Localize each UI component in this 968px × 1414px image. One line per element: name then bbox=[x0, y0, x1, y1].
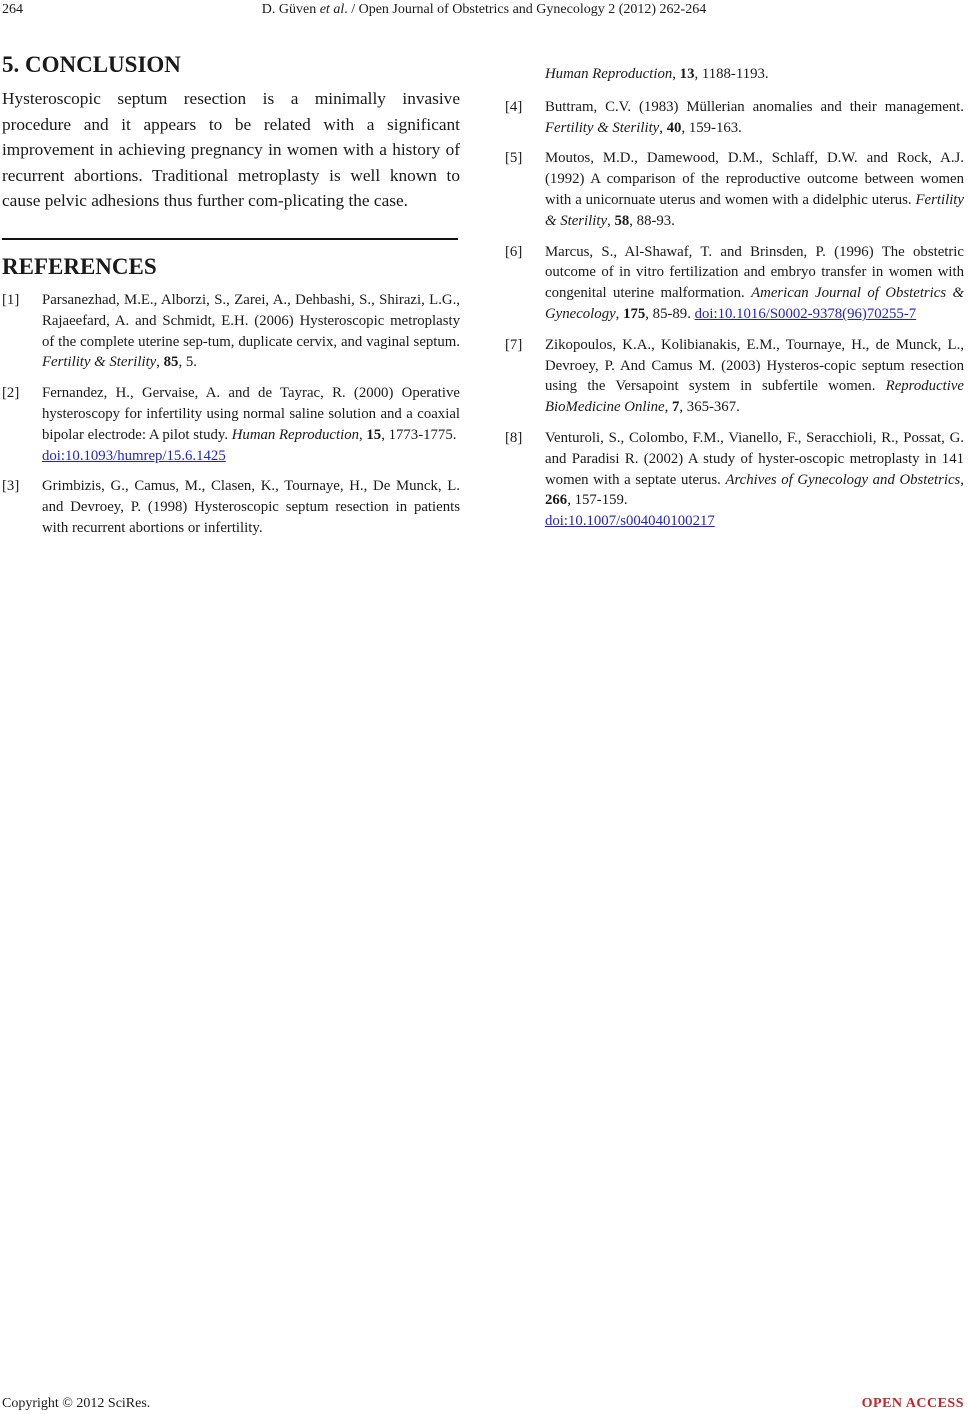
reference-pages: , 5. bbox=[178, 354, 197, 371]
reference-journal: Archives of Gynecology and Obstetrics bbox=[725, 471, 961, 488]
reference-separator: , bbox=[960, 471, 964, 488]
reference-body bbox=[42, 290, 460, 373]
conclusion-text: Hysteroscopic septum resection is a minimally invasive procedure and it appears to be related with a significant improvement in achieving pregnancy in women with a history of recurrent abortions. Traditional metroplasty is well known to cause pelvic adhesions thus further com-plicating the case. bbox=[2, 89, 460, 211]
reference-text: Venturoli, S., Colombo, F.M., Vianello, F., Seracchioli, R., Possat, G. and Paradisi R. (2002) A study of hyster-oscopic metroplasty in 141 women with a septate uterus. bbox=[545, 429, 964, 488]
left-column bbox=[2, 50, 460, 549]
reference-text: Parsanezhad, M.E., Alborzi, S., Zarei, A., Dehbashi, S., Shirazi, L.G., Rajaeefard, A. and Schmidt, E.H. (2006) Hysteroscopic metroplasty of the complete uterine sep-tum, duplicate cervix, and vaginal septum. bbox=[42, 291, 460, 350]
reference-journal: American Journal of Obstetrics & Gynecology bbox=[545, 285, 965, 322]
right-column bbox=[505, 56, 964, 542]
running-head-journal: . / Open Journal of Obstetrics and Gynecology 2 (2012) 262-264 bbox=[344, 2, 707, 17]
reference-number: [2] bbox=[2, 385, 20, 402]
reference-number: [1] bbox=[2, 291, 20, 308]
reference-separator: , bbox=[156, 354, 164, 371]
reference-text: Buttram, C.V. (1983) Müllerian anomalies and their management. bbox=[545, 98, 964, 115]
reference-separator: , bbox=[615, 305, 624, 322]
reference-pages: , 85-89. bbox=[645, 305, 695, 322]
reference-journal: Reproductive BioMedicine Online bbox=[545, 378, 964, 416]
reference-number: [5] bbox=[505, 150, 523, 167]
reference-item bbox=[505, 242, 964, 325]
reference-pages: , 1773-1775. bbox=[381, 426, 457, 443]
copyright-notice: Copyright © 2012 SciRes. bbox=[2, 1396, 151, 1411]
reference-volume: 58 bbox=[614, 212, 630, 229]
reference-volume: 85 bbox=[163, 354, 179, 371]
section-divider bbox=[2, 238, 458, 240]
open-access-badge[interactable]: OPEN ACCESS bbox=[861, 1396, 964, 1411]
reference-journal: Fertility & Sterility bbox=[545, 191, 964, 229]
reference-body bbox=[545, 148, 964, 231]
reference-number: [6] bbox=[505, 243, 523, 260]
page-number: 264 bbox=[2, 2, 23, 17]
reference-number: [8] bbox=[505, 429, 523, 446]
reference-text: Moutos, M.D., Damewood, D.M., Schlaff, D.W. and Rock, A.J. (1992) A comparison of the reproductive outcome between women with a unicornuate uterus and women with a didelphic uterus. bbox=[545, 150, 964, 208]
reference-volume: 175 bbox=[623, 305, 646, 322]
reference-volume: 266 bbox=[545, 492, 568, 509]
reference-item bbox=[2, 476, 460, 538]
reference-volume: 15 bbox=[366, 426, 382, 443]
reference-text: Zikopoulos, K.A., Kolibianakis, E.M., Tournaye, H., de Munck, L., Devroey, P. And Camus M. (2003) Hysteros-copic septum resection using the Versapoint system in subfertile women. bbox=[545, 336, 964, 395]
reference-body bbox=[42, 476, 460, 538]
reference-number: [7] bbox=[505, 336, 523, 353]
reference-volume: 40 bbox=[666, 119, 682, 136]
reference-item bbox=[505, 148, 964, 231]
reference-separator: , bbox=[672, 66, 680, 82]
reference-separator: , bbox=[664, 399, 672, 416]
reference-journal: Human Reproduction bbox=[231, 426, 359, 443]
reference-body bbox=[545, 428, 964, 532]
reference-separator: , bbox=[607, 212, 615, 229]
reference-pages: , 157-159. bbox=[567, 492, 628, 509]
reference-pages: , 1188-1193. bbox=[694, 66, 769, 82]
reference-pages: , 159-163. bbox=[681, 119, 742, 136]
reference-number: [3] bbox=[2, 478, 20, 495]
reference-item bbox=[505, 335, 964, 418]
reference-journal: Fertility & Sterility bbox=[545, 119, 660, 136]
reference-item bbox=[505, 64, 964, 85]
reference-volume: 7 bbox=[671, 399, 680, 416]
reference-item bbox=[505, 97, 964, 139]
reference-text: Marcus, S., Al-Shawaf, T. and Brinsden, P. (1996) The obstetric outcome of in vitro fertilization and embryo transfer in women with congenital uterine malformation. bbox=[545, 243, 964, 302]
running-head bbox=[0, 2, 968, 18]
running-head-authors: D. Güven bbox=[261, 2, 317, 17]
reference-separator: , bbox=[359, 426, 367, 443]
reference-text: Grimbizis, G., Camus, M., Clasen, K., Tournaye, H., De Munck, L. and Devroey, P. (1998) Hysteroscopic septum resection in patients with recurrent abortions or infertility. bbox=[42, 478, 460, 536]
reference-body bbox=[545, 97, 964, 139]
reference-pages: , 365-367. bbox=[679, 399, 740, 416]
running-head-et-al: et al bbox=[319, 2, 345, 17]
reference-item bbox=[505, 428, 964, 532]
reference-body bbox=[545, 64, 964, 85]
reference-volume: 13 bbox=[679, 66, 695, 82]
references-heading: REFERENCES bbox=[2, 253, 157, 279]
reference-list-right bbox=[505, 64, 964, 532]
reference-item bbox=[2, 290, 460, 373]
reference-pages: , 88-93. bbox=[629, 212, 675, 229]
reference-separator: , bbox=[659, 119, 667, 136]
reference-doi-link[interactable]: doi:10.1007/s004040100217 bbox=[545, 513, 715, 530]
reference-journal: Fertility & Sterility bbox=[42, 354, 157, 371]
reference-body bbox=[545, 335, 964, 418]
reference-list-left bbox=[2, 290, 460, 539]
reference-body bbox=[545, 242, 964, 325]
reference-journal: Human Reproduction bbox=[545, 66, 673, 82]
reference-body bbox=[42, 383, 460, 466]
reference-number: [4] bbox=[505, 98, 523, 115]
conclusion-heading: 5. CONCLUSION bbox=[2, 52, 181, 77]
reference-text: Fernandez, H., Gervaise, A. and de Tayrac, R. (2000) Operative hysteroscopy for infertility using normal saline solution and a coaxial bipolar electrode: A pilot study. bbox=[42, 385, 460, 443]
reference-doi-link[interactable]: doi:10.1016/S0002-9378(96)70255-7 bbox=[694, 305, 917, 322]
reference-doi-link[interactable]: doi:10.1093/humrep/15.6.1425 bbox=[42, 447, 226, 464]
reference-item bbox=[2, 383, 460, 466]
